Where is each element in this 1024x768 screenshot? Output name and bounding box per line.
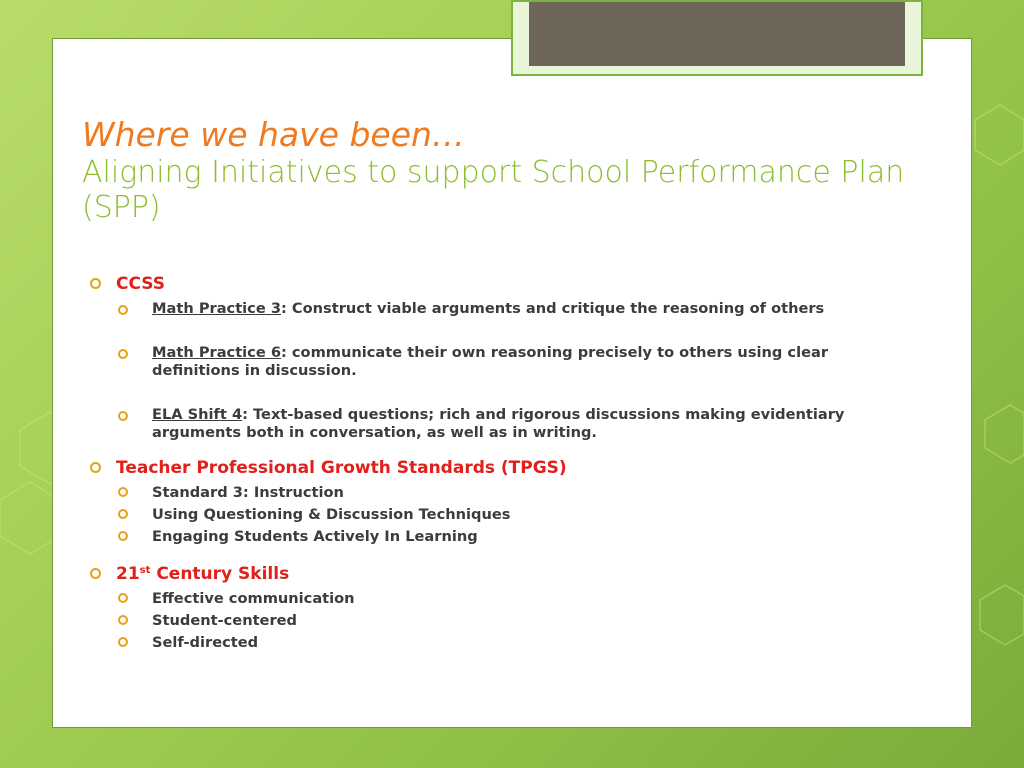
slide-body <box>90 272 910 654</box>
bullet-icon <box>118 637 128 647</box>
bullet-icon <box>118 615 128 625</box>
section-21st-century <box>90 562 910 586</box>
list-item <box>118 482 910 504</box>
slide-title <box>82 116 942 226</box>
bullet-icon <box>118 349 128 359</box>
item-text: Student-centered <box>152 612 297 629</box>
bullet-icon <box>118 487 128 497</box>
list-item <box>118 300 910 318</box>
item-text: : Construct viable arguments and critique the reasoning of others <box>280 300 825 317</box>
bullet-icon <box>118 593 128 603</box>
photo-frame <box>511 0 923 76</box>
bullet-icon <box>118 509 128 519</box>
section-heading <box>116 562 910 586</box>
bullet-icon <box>118 531 128 541</box>
bullet-icon <box>118 411 128 421</box>
bullet-icon <box>90 462 101 473</box>
bullet-icon <box>118 305 128 315</box>
list-item <box>118 344 910 380</box>
title-line-2: Aligning Initiatives to support School Performance Plan (SPP) <box>82 154 905 226</box>
heading-superscript: st <box>139 565 151 576</box>
section-tpgs <box>90 456 910 480</box>
list-item <box>118 526 910 548</box>
item-text: Effective communication <box>152 590 355 607</box>
item-link[interactable]: Math Practice 3 <box>152 300 281 317</box>
item-text: Engaging Students Actively In Learning <box>152 528 478 545</box>
heading-number: 21 <box>116 564 140 584</box>
list-item <box>118 406 910 442</box>
item-text: : Text-based questions; rich and rigorous discussions making evidentiary arguments both in conversation, as well as in writing. <box>152 406 845 441</box>
header-photo <box>529 2 905 66</box>
bullet-icon <box>90 278 101 289</box>
item-text: Using Questioning & Discussion Techniques <box>152 506 511 523</box>
list-item <box>118 504 910 526</box>
item-text: Standard 3: Instruction <box>152 484 344 501</box>
title-line-1: Where we have been… <box>82 115 465 154</box>
item-link[interactable]: Math Practice 6 <box>152 344 281 361</box>
list-item <box>118 588 910 610</box>
item-link[interactable]: ELA Shift 4 <box>152 406 243 423</box>
heading-text: Century Skills <box>150 564 290 584</box>
section-ccss <box>90 272 910 296</box>
section-heading: CCSS <box>116 274 165 294</box>
list-item <box>118 632 910 654</box>
bullet-icon <box>90 568 101 579</box>
item-text: Self-directed <box>152 634 259 651</box>
item-text: : communicate their own reasoning precisely to others using clear definitions in discussion. <box>152 344 829 379</box>
section-heading: Teacher Professional Growth Standards (TPGS) <box>116 458 567 478</box>
list-item <box>118 610 910 632</box>
